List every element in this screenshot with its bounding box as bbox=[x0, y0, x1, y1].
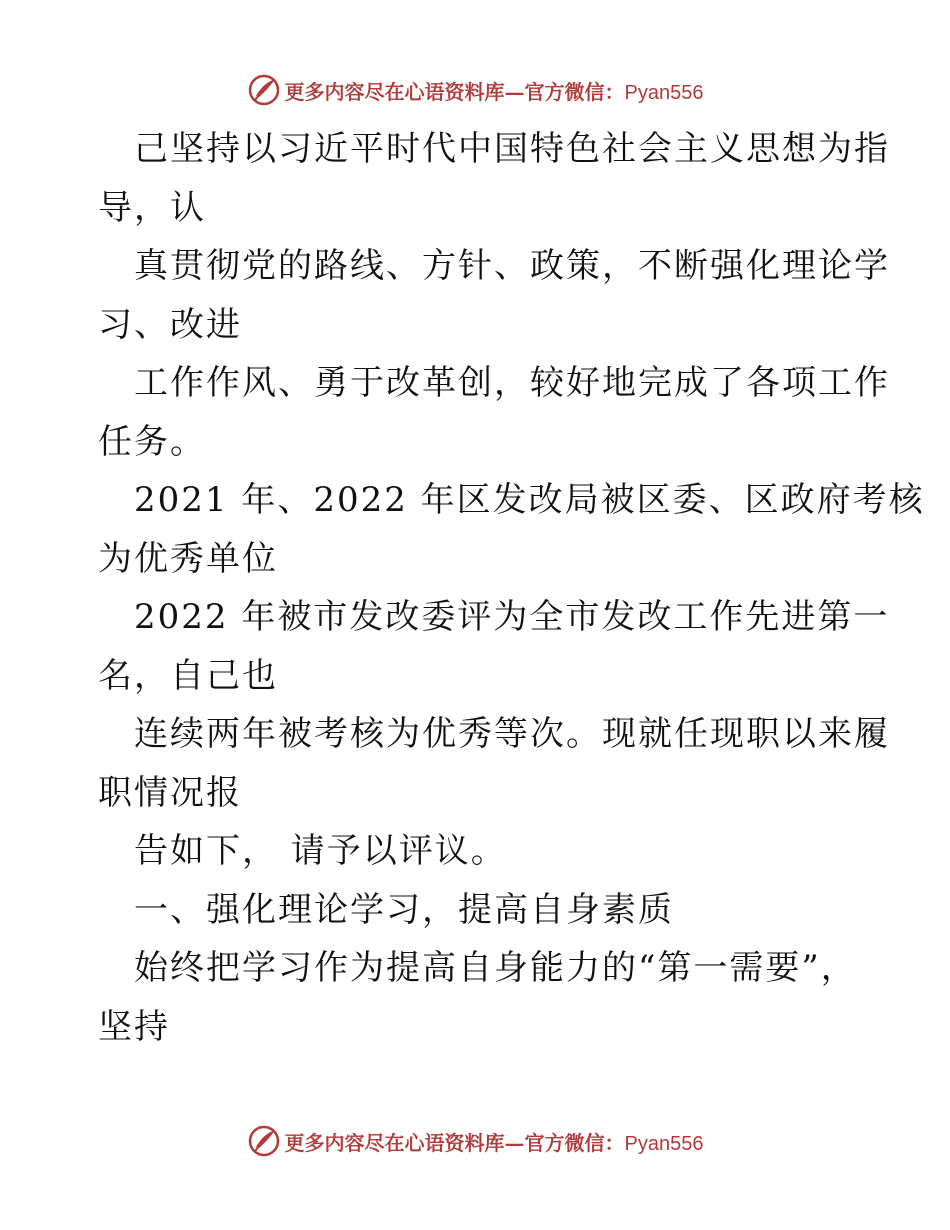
footer-banner-text: 更多内容尽在心语资料库—官方微信：Pyan556 bbox=[284, 1130, 704, 1155]
text-line: 告如下， 请予以评议。 bbox=[134, 831, 507, 871]
text-line: 任务。 bbox=[98, 421, 206, 462]
document-body bbox=[98, 120, 925, 1056]
text-line: 习、改进 bbox=[98, 304, 242, 345]
text-line: 真贯彻党的路线、方针、政策，不断强化理论学 bbox=[134, 246, 890, 286]
text-line: 职情况报 bbox=[98, 772, 242, 813]
header-banner-text: 更多内容尽在心语资料库—官方微信：Pyan556 bbox=[284, 79, 704, 104]
text-line: 2021 年、2022 年区发改局被区委、区政府考核 bbox=[134, 480, 925, 520]
header-banner bbox=[0, 70, 950, 110]
text-line: 一、强化理论学习，提高自身素质 bbox=[134, 889, 674, 930]
text-line: 连续两年被考核为优秀等次。现就任现职以来履 bbox=[134, 714, 890, 754]
text-line: 工作作风、勇于改革创，较好地完成了各项工作 bbox=[134, 363, 890, 403]
text-line: 己坚持以习近平时代中国特色社会主义思想为指 bbox=[134, 129, 890, 169]
footer-wechat-handle: Pyan556 bbox=[624, 1132, 704, 1155]
header-wechat-handle: Pyan556 bbox=[624, 81, 704, 104]
quill-seal-icon bbox=[247, 1124, 281, 1158]
text-line: 坚持 bbox=[98, 1006, 170, 1047]
text-line: 导，认 bbox=[98, 187, 206, 228]
text-line: 2022 年被市发改委评为全市发改工作先进第一 bbox=[134, 597, 890, 637]
quill-seal-icon bbox=[247, 73, 281, 107]
footer-banner bbox=[0, 1121, 950, 1161]
text-line: 始终把学习作为提高自身能力的“第一需要”， bbox=[134, 948, 857, 988]
text-line: 为优秀单位 bbox=[98, 538, 278, 579]
text-line: 名，自己也 bbox=[98, 655, 278, 696]
